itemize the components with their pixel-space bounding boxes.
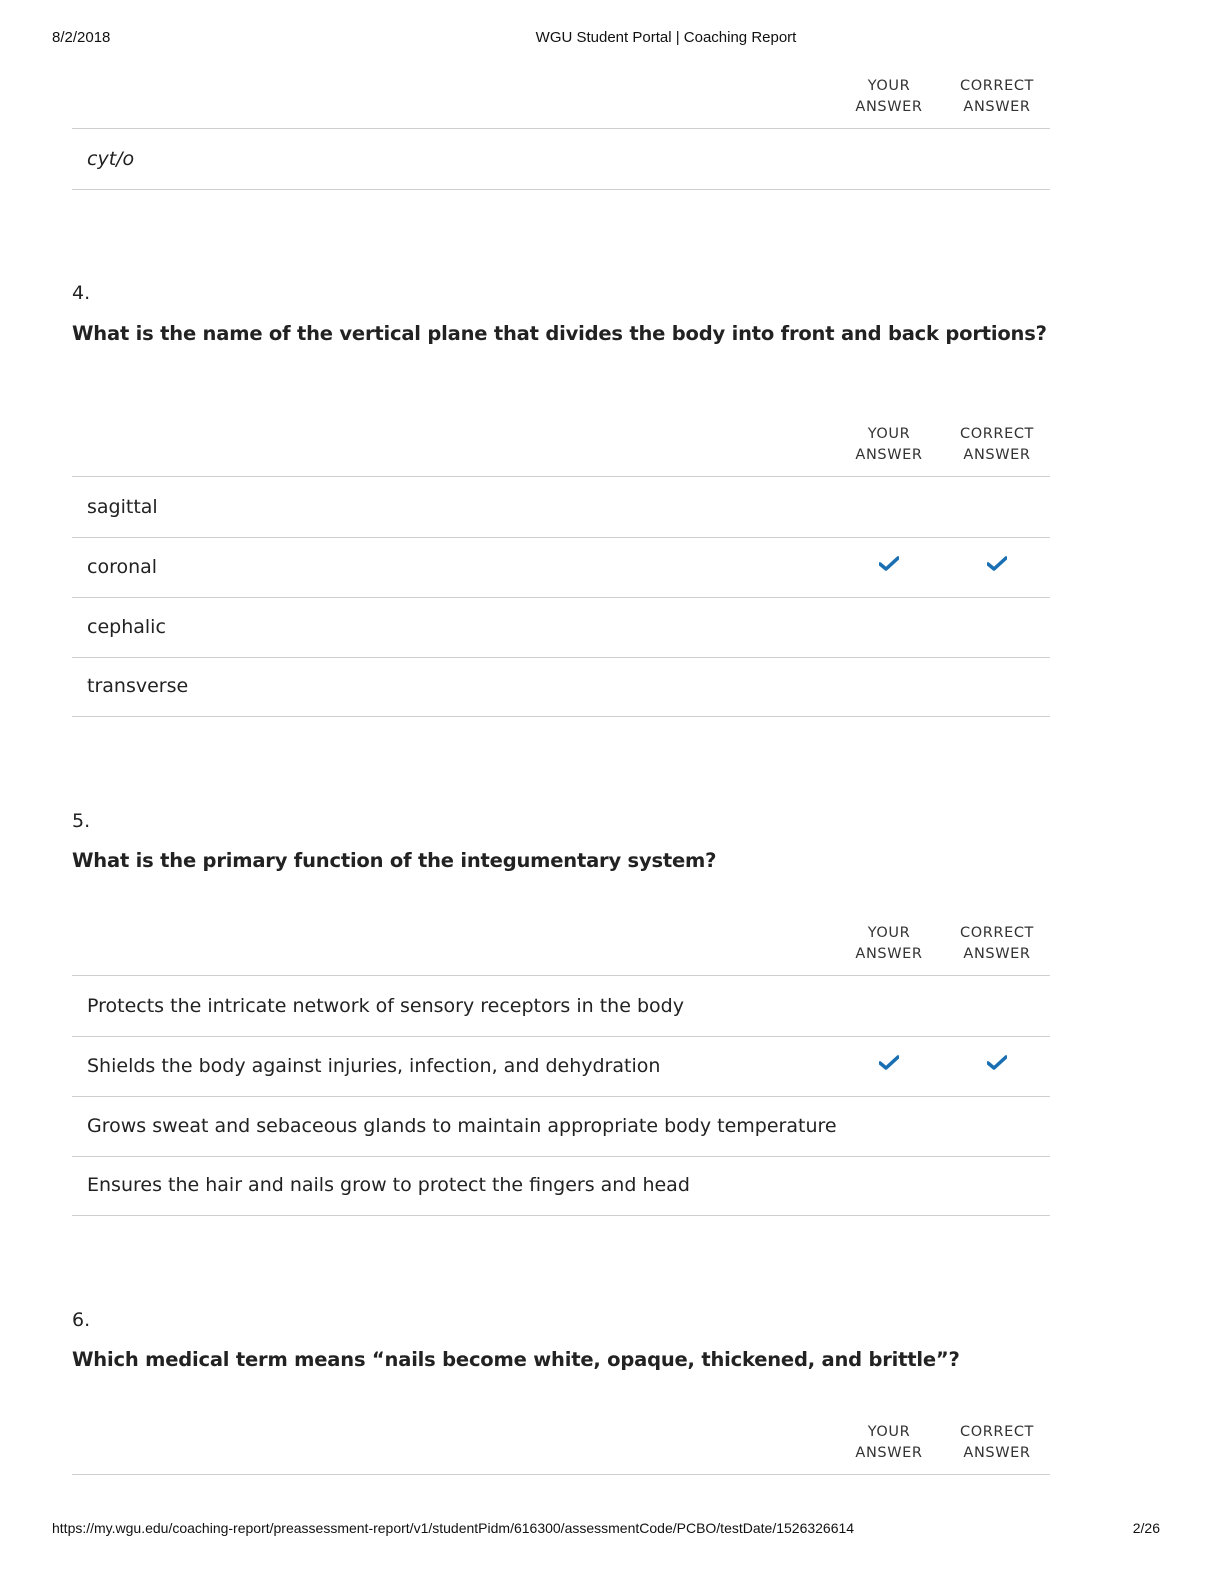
- print-footer: [0, 1520, 1224, 1540]
- answer-option-row: [72, 657, 1050, 717]
- your-answer-check-icon: [879, 556, 899, 572]
- answer-column-header: [72, 76, 1050, 129]
- answer-option-text: Shields the body against injuries, infection, and dehydration: [87, 1055, 661, 1077]
- question-number: 5.: [72, 810, 91, 832]
- correct-answer-check-icon: [987, 556, 1007, 572]
- correct-answer-header: CORRECT ANSWER: [959, 426, 1035, 463]
- answer-option-row: [72, 598, 1050, 658]
- question-text: Which medical term means “nails become white, opaque, thickened, and brittle”?: [72, 1348, 960, 1371]
- correct-answer-check-icon: [987, 1055, 1007, 1071]
- answer-option-row: [72, 977, 1050, 1037]
- correct-answer-header: CORRECT ANSWER: [959, 1424, 1035, 1461]
- answer-option-text: Grows sweat and sebaceous glands to maintain appropriate body temperature: [87, 1115, 837, 1137]
- answer-option-text: Ensures the hair and nails grow to protect the fingers and head: [87, 1174, 690, 1196]
- answer-option-text: cyt/o: [87, 148, 135, 170]
- answer-option-text: sagittal: [87, 496, 158, 518]
- answer-option-row: [72, 1097, 1050, 1157]
- print-date: 8/2/2018: [52, 29, 111, 46]
- print-title: WGU Student Portal | Coaching Report: [535, 29, 797, 46]
- answer-option-row: [72, 478, 1050, 538]
- answer-option-row: [72, 130, 1050, 190]
- your-answer-header: YOUR ANSWER: [855, 925, 923, 962]
- print-header: [0, 29, 1224, 49]
- answer-column-header: [72, 923, 1050, 976]
- your-answer-header: YOUR ANSWER: [855, 78, 923, 115]
- answer-option-row: [72, 538, 1050, 598]
- answer-column-header: [72, 424, 1050, 477]
- question-text: What is the name of the vertical plane that divides the body into front and back portions?: [72, 322, 1047, 345]
- print-url: https://my.wgu.edu/coaching-report/preassessment-report/v1/studentPidm/616300/assessmentCode/PCBO/testDate/1526326614: [52, 1520, 855, 1536]
- answer-option-text: coronal: [87, 556, 158, 578]
- answer-option-row: [72, 1156, 1050, 1216]
- answer-option-text: cephalic: [87, 616, 166, 638]
- question-number: 4.: [72, 282, 91, 304]
- answer-option-text: Protects the intricate network of sensory receptors in the body: [87, 995, 684, 1017]
- question-text: What is the primary function of the integumentary system?: [72, 849, 717, 872]
- answer-option-text: transverse: [87, 675, 189, 697]
- page-number: 2/26: [1132, 1520, 1160, 1536]
- your-answer-header: YOUR ANSWER: [855, 426, 923, 463]
- answer-column-header: [72, 1422, 1050, 1475]
- correct-answer-header: CORRECT ANSWER: [959, 78, 1035, 115]
- your-answer-header: YOUR ANSWER: [855, 1424, 923, 1461]
- your-answer-check-icon: [879, 1055, 899, 1071]
- question-number: 6.: [72, 1309, 91, 1331]
- answer-option-row: [72, 1037, 1050, 1097]
- correct-answer-header: CORRECT ANSWER: [959, 925, 1035, 962]
